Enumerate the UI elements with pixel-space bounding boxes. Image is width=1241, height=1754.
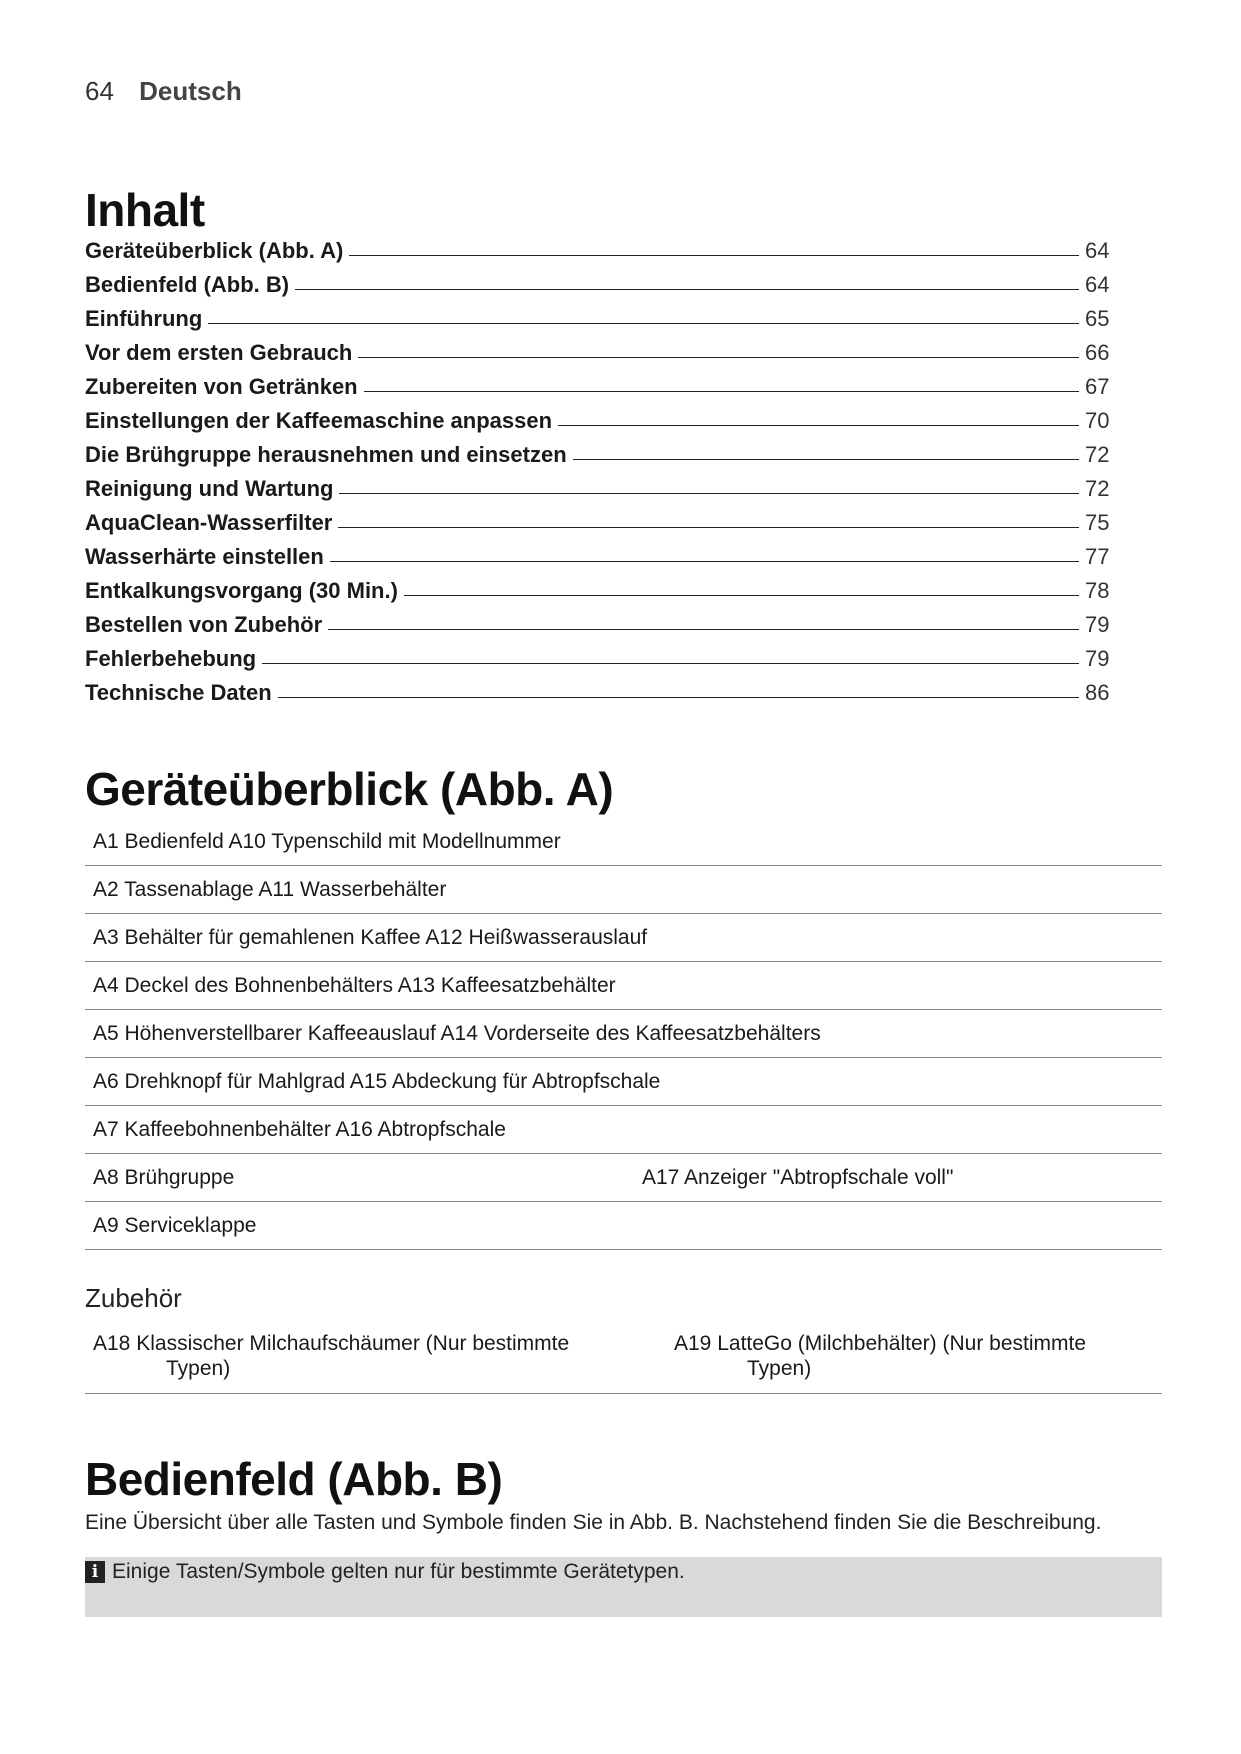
accessories-title: Zubehör [85,1283,182,1313]
toc-leader [558,425,1079,426]
toc-entry-label: Geräteüberblick (Abb. A) [85,238,344,263]
part-label: A1 Bedienfeld A10 Typenschild mit Modellnummer [93,830,561,853]
table-row [85,818,1162,866]
accessory-item [674,1331,1174,1381]
accessory-code: A18 [93,1332,131,1355]
accessory-code: A19 [674,1332,712,1355]
toc-title: Inhalt [85,184,205,236]
page-header [85,76,242,107]
toc-entry-page: 78 [1085,578,1110,603]
table-row [85,1010,1162,1058]
accessories-row [85,1325,1162,1394]
toc-entry-page: 79 [1085,612,1110,637]
toc-entry[interactable] [85,646,1115,680]
toc-entry[interactable] [85,510,1115,544]
info-note [85,1557,1162,1617]
toc-leader [330,561,1079,562]
toc-leader [338,527,1079,528]
toc-entry[interactable] [85,442,1115,476]
accessory-label-cont: Typen) [166,1357,231,1380]
part-label: A9 Serviceklappe [93,1214,257,1237]
toc-entry[interactable] [85,476,1115,510]
toc-entry-label: Bedienfeld (Abb. B) [85,272,290,297]
toc-leader [328,629,1079,630]
info-icon: i [85,1561,105,1583]
section-title-control-panel: Bedienfeld (Abb. B) [85,1453,503,1505]
toc-entry-page: 72 [1085,476,1110,501]
toc-entry-label: Fehlerbehebung [85,646,257,671]
toc-entry[interactable] [85,272,1115,306]
toc-leader [295,289,1079,290]
toc-entry[interactable] [85,578,1115,612]
section-title-device-overview: Geräteüberblick (Abb. A) [85,763,614,815]
toc-leader [573,459,1079,460]
toc-entry-label: AquaClean-Wasserfilter [85,510,333,535]
accessory-label: LatteGo (Milchbehälter) (Nur bestimmte [717,1332,1087,1355]
toc-entry-page: 86 [1085,680,1110,705]
toc-entry[interactable] [85,544,1115,578]
toc-leader [358,357,1079,358]
accessory-item [93,1331,593,1381]
control-panel-intro: Eine Übersicht über alle Tasten und Symbole finden Sie in Abb. B. Nachstehend finden Sie die Beschreibung. [85,1511,1102,1534]
toc-entry-label: Vor dem ersten Gebrauch [85,340,353,365]
toc-leader [339,493,1079,494]
toc-entry-label: Die Brühgruppe herausnehmen und einsetzen [85,442,567,467]
table-row [85,1106,1162,1154]
part-label: A8 Brühgruppe [93,1166,235,1189]
toc-leader [364,391,1079,392]
toc-entry-page: 64 [1085,238,1110,263]
toc-entry-label: Technische Daten [85,680,272,705]
table-row [85,866,1162,914]
accessory-label-cont: Typen) [747,1357,812,1380]
part-label: A7 Kaffeebohnenbehälter A16 Abtropfschale [93,1118,506,1141]
toc-entry-page: 65 [1085,306,1110,331]
toc-entry-page: 67 [1085,374,1110,399]
toc-entry-page: 72 [1085,442,1110,467]
part-label: A3 Behälter für gemahlenen Kaffee A12 Heißwasserauslauf [93,926,648,949]
toc-leader [262,663,1079,664]
toc-entry[interactable] [85,680,1115,714]
table-of-contents [85,238,1115,714]
toc-entry-label: Bestellen von Zubehör [85,612,323,637]
toc-entry-page: 79 [1085,646,1110,671]
table-row [85,914,1162,962]
table-row [85,1058,1162,1106]
table-row [85,1154,1162,1202]
toc-entry-label: Einführung [85,306,203,331]
accessory-label: Klassischer Milchaufschäumer (Nur bestimmte [136,1332,570,1355]
toc-entry-label: Zubereiten von Getränken [85,374,358,399]
toc-entry-page: 77 [1085,544,1110,569]
device-parts-table [85,818,1162,1250]
table-row [85,1202,1162,1250]
part-label: A5 Höhenverstellbarer Kaffeeauslauf A14 Vorderseite des Kaffeesatzbehälters [93,1022,821,1045]
toc-entry-label: Entkalkungsvorgang (30 Min.) [85,578,398,603]
toc-entry[interactable] [85,374,1115,408]
part-label: A4 Deckel des Bohnenbehälters A13 Kaffeesatzbehälter [93,974,616,997]
table-row [85,962,1162,1010]
toc-entry[interactable] [85,306,1115,340]
toc-entry[interactable] [85,340,1115,374]
toc-entry[interactable] [85,238,1115,272]
part-label: A6 Drehknopf für Mahlgrad A15 Abdeckung für Abtropfschale [93,1070,661,1093]
toc-leader [208,323,1079,324]
page-number: 64 [85,76,114,106]
part-label: A2 Tassenablage A11 Wasserbehälter [93,878,447,901]
language-label: Deutsch [139,76,242,106]
toc-leader [404,595,1079,596]
part-label-right: A17 Anzeiger "Abtropfschale voll" [642,1166,954,1189]
toc-entry-page: 64 [1085,272,1110,297]
toc-entry-page: 70 [1085,408,1110,433]
toc-entry-label: Reinigung und Wartung [85,476,334,501]
toc-leader [349,255,1079,256]
toc-entry[interactable] [85,612,1115,646]
toc-entry-page: 75 [1085,510,1110,535]
toc-entry[interactable] [85,408,1115,442]
info-note-text: Einige Tasten/Symbole gelten nur für bestimmte Gerätetypen. [112,1560,685,1583]
toc-entry-label: Wasserhärte einstellen [85,544,324,569]
toc-entry-page: 66 [1085,340,1110,365]
toc-leader [278,697,1079,698]
toc-entry-label: Einstellungen der Kaffeemaschine anpassen [85,408,553,433]
